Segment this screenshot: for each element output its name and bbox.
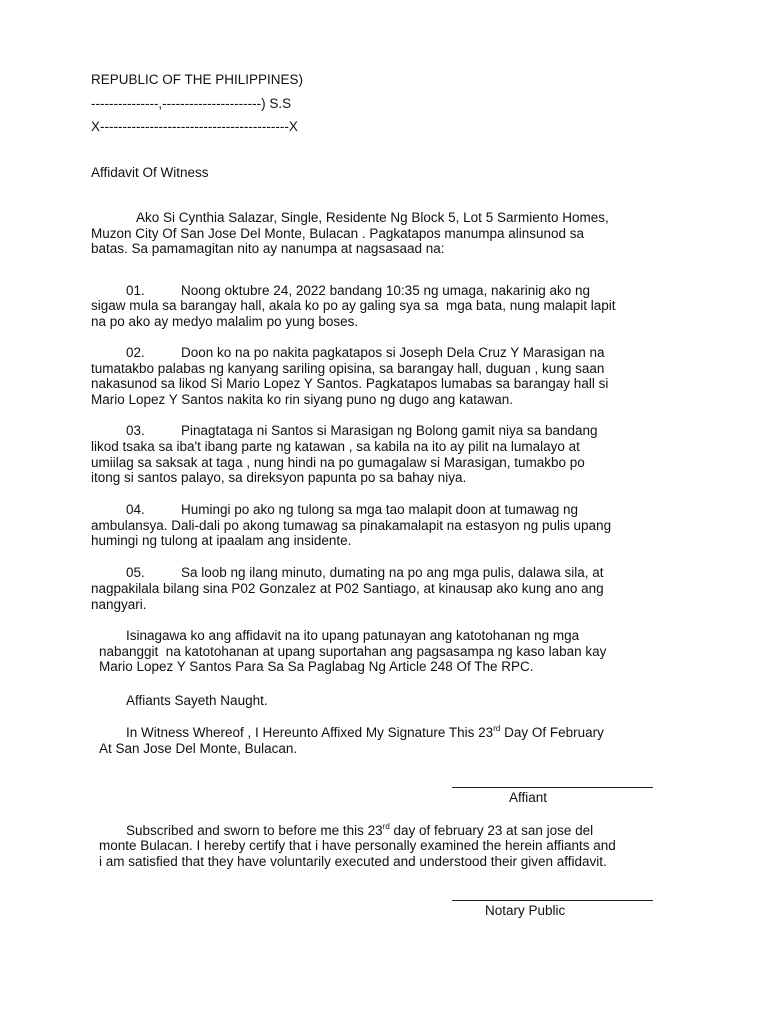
purpose-line-1: Isinagawa ko ang affidavit na ito upang patunayan ang katotohanan ng mga [126, 628, 580, 643]
item-line: nagpakilala bilang sina P02 Gonzalez at P02 Santiago, at kinausap ako kung ano ang [91, 581, 604, 596]
subscribed-line-3: i am satisfied that they have voluntarily executed and understood their given affidavit. [99, 854, 607, 869]
item-first-line: Noong oktubre 24, 2022 bandang 10:35 ng umaga, nakarinig ako ng [181, 283, 591, 298]
header-ss-line: ---------------,----------------------) S.S [91, 96, 292, 111]
item-line: ambulansya. Dali-dali po akong tumawag sa pinakamalapit na estasyon ng pulis upang [91, 518, 612, 533]
item-first-line: Pinagtataga ni Santos si Marasigan ng Bolong gamit niya sa bandang [181, 423, 598, 438]
item-number: 03. [126, 423, 145, 438]
item-first-line: Humingi po ako ng tulong sa mga tao malapit doon at tumawag ng [181, 502, 578, 517]
header-x-line: X------------------------------------------X [91, 119, 298, 134]
item-line: umiilag sa saksak at taga , nung hindi na po gumagalaw si Marasigan, tumakbo po [91, 455, 585, 470]
witness-line-1: In Witness Whereof , I Hereunto Affixed My Signature This 23rd Day Of February [126, 724, 604, 740]
purpose-line-2: nabanggit na katotohanan at upang suportahan ang pagsasampa ng kaso laban kay [99, 644, 607, 659]
item-line: likod tsaka sa iba't ibang parte ng katawan , sa kabila na ito ay pilit na lumalayo at [91, 439, 580, 454]
item-number: 04. [126, 502, 145, 517]
intro-line-2: Muzon City Of San Jose Del Monte, Bulacan . Pagkatapos manumpa alinsunod sa [91, 226, 585, 241]
item-number: 05. [126, 565, 145, 580]
notary-signature-line [452, 900, 653, 901]
intro-line-1: Ako Si Cynthia Salazar, Single, Residente Ng Block 5, Lot 5 Sarmiento Homes, [136, 210, 609, 225]
subscribed-line-2: monte Bulacan. I hereby certify that i have personally examined the herein affiants and [99, 838, 616, 853]
subscribed-line-1: Subscribed and sworn to before me this 23rd day of february 23 at san jose del [126, 822, 594, 838]
header-republic: REPUBLIC OF THE PHILIPPINES) [91, 72, 304, 87]
purpose-line-3: Mario Lopez Y Santos Para Sa Sa Paglabag Ng Article 248 Of The RPC. [99, 659, 534, 674]
document-title: Affidavit Of Witness [91, 165, 209, 180]
item-line: nakasunod sa likod Si Mario Lopez Y Santos. Pagkatapos lumabas sa barangay hall si [91, 376, 609, 391]
item-number: 01. [126, 283, 145, 298]
item-number: 02. [126, 345, 145, 360]
item-line: Mario Lopez Y Santos nakita ko rin siyang puno ng dugo ang katawan. [91, 392, 514, 407]
notary-public-label: Notary Public [485, 903, 566, 918]
sayeth-naught: Affiants Sayeth Naught. [126, 693, 268, 708]
affiant-label: Affiant [509, 790, 548, 805]
item-line: sigaw mula sa barangay hall, akala ko po ay galing sya sa mga bata, nung malapit lapit [91, 298, 616, 313]
item-line: tumatakbo palabas ng kanyang sariling opisina, sa barangay hall, duguan , kung saan [91, 361, 605, 376]
item-first-line: Doon ko na po nakita pagkatapos si Joseph Dela Cruz Y Marasigan na [181, 345, 605, 360]
item-line: nangyari. [91, 597, 147, 612]
item-line: itong si santos palayo, sa direksyon papunta po sa bahay niya. [91, 470, 467, 485]
item-line: humingi ng tulong at ipaalam ang insidente. [91, 533, 352, 548]
intro-line-3: batas. Sa pamamagitan nito ay nanumpa at nagsasaad na: [91, 241, 445, 256]
witness-line-2: At San Jose Del Monte, Bulacan. [99, 741, 298, 756]
item-line: na po ako ay medyo malalim po yung boses. [91, 314, 359, 329]
item-first-line: Sa loob ng ilang minuto, dumating na po ang mga pulis, dalawa sila, at [181, 565, 604, 580]
affiant-signature-line [452, 787, 653, 788]
